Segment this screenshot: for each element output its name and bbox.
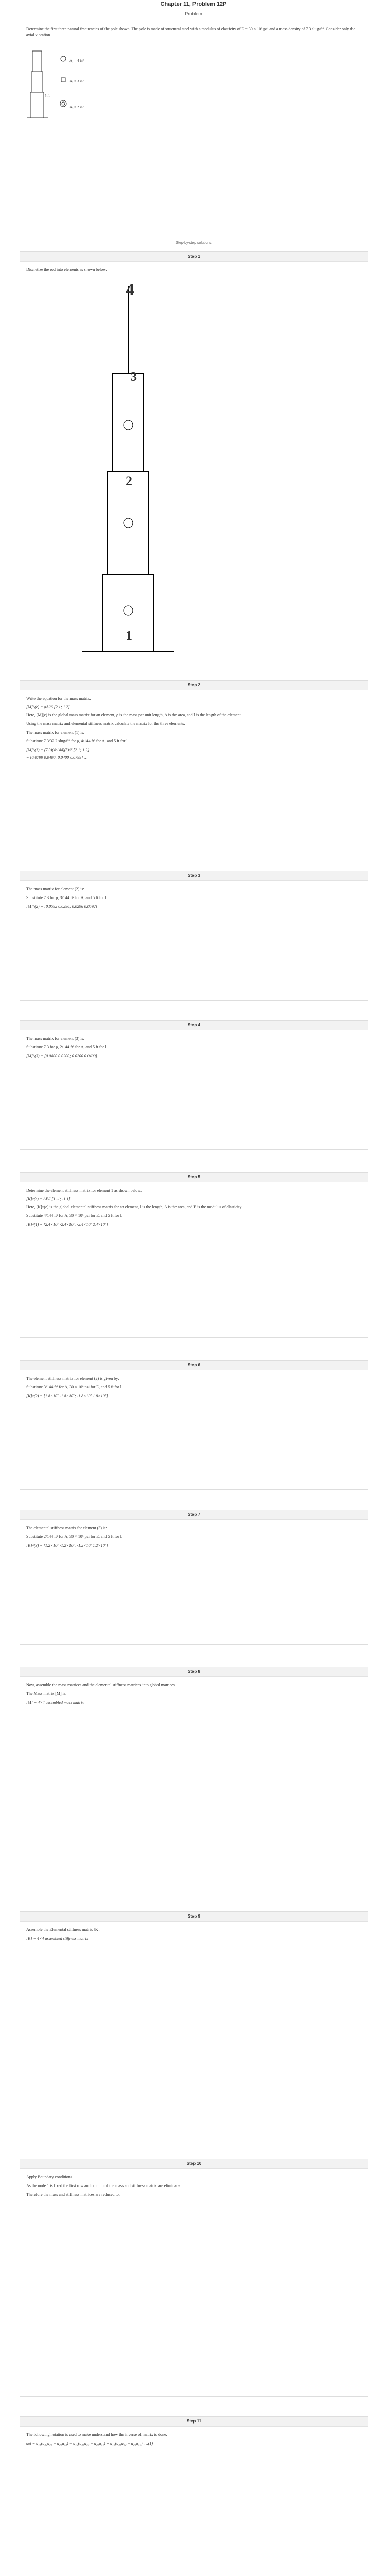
equation: [K]^(3) = [1.2×10⁷ -1.2×10⁷; -1.2×10⁷ 1.2×10⁷] [26,1543,108,1548]
node-label-4: 4 [126,280,134,299]
problem-text: Determine the first three natural frequencies of the pole shown. The pole is made of structural steel with a modulus of elasticity of E = 30 × 10⁶ psi and a mass density of 7.3 slug/ft³. Consider only the axial vibration. [26,27,356,37]
step-card-11 [20,2416,368,2576]
node-label-1: 1 [126,628,132,643]
step-text: Assemble the Elemental stiffness matrix [K]: [26,1927,101,1932]
step-text: Substitute 7.3/32.2 slug/ft³ for ρ, 4/144 ft² for A, and 5 ft for l. [26,739,129,743]
step-text: Therefore the mass and stiffness matrices are reduced to: [26,2192,120,2197]
step-card-7 [20,1510,368,1645]
step-text: Here, [K]^(e) is the global elemental stiffness matrix for an element, l is the length, A is the area, and E is the modulus of elasticity. [26,1205,242,1209]
step-text: The elemental stiffness matrix for element (3) is: [26,1526,107,1530]
step-text: The mass matrix for element (1) is: [26,730,84,735]
step-card-1 [20,251,368,659]
step-text: Substitute 4/144 ft² for A, 30 × 10⁶ psi for E, and 5 ft for l. [26,1213,123,1218]
step-card-3 [20,871,368,1001]
step-card-5 [20,1172,368,1338]
step-label: Step 10 [20,2159,368,2169]
step-text: Write the equation for the mass matrix: [26,696,91,701]
step-text: The mass matrix for element (2) is: [26,887,84,891]
equation: [K]^(1) = [2.4×10⁷ -2.4×10⁷; -2.4×10⁷ 2.4×10⁷] [26,1222,108,1227]
step-text: Substitute 2/144 ft² for A, 30 × 10⁶ psi for E, and 5 ft for l. [26,1534,123,1539]
step-text: Here, [M](e) is the global mass matrix for an element, ρ is the mass per unit length, A is the area, and l is the length of the element. [26,713,242,717]
step-card-10 [20,2159,368,2397]
equation: [M]^(3) = [0.0400 0.0200; 0.0200 0.0400] [26,1054,97,1058]
length-label: 5 ft [45,94,50,98]
problem-card [20,21,368,238]
step-text: The following notation is used to make understand how the inverse of matrix is done. [26,2432,167,2437]
area-label-1: A₁ = 4 in² [69,59,84,63]
area-label-3: A₃ = 2 in² [69,105,84,109]
step-label: Step 3 [20,871,368,881]
equation: det = a₁₁(a₂₂a₃₃ − a₂₃a₃₂) − a₁₂(a₂₁a₃₃ − a₂₃a₃₁) + a₁₃(a₂₁a₃₂ − a₂₂a₃₁) …(1) [26,2441,153,2446]
step-text: As the node 1 is fixed the first row and column of the mass and stiffness matrix are eliminated. [26,2183,183,2188]
show-solutions-link[interactable]: Step-by-step solutions [175,241,212,245]
step-card-2 [20,680,368,851]
step-text: Using the mass matrix and elemental stiffness matrix calculate the matrix for the three elements. [26,721,185,726]
step-label: Step 9 [20,1912,368,1922]
step-card-4 [20,1020,368,1150]
step-label: Step 11 [20,2417,368,2427]
equation: [K] = 4×4 assembled stiffness matrix [26,1936,89,1941]
step-text: Substitute 7.3 for ρ, 3/144 ft² for A, and 5 ft for l. [26,895,108,900]
step-card-8 [20,1667,368,1889]
step-text: Substitute 3/144 ft² for A, 30 × 10⁶ psi for E, and 5 ft for l. [26,1385,123,1389]
equation: [K]^(2) = [1.8×10⁷ -1.8×10⁷; -1.8×10⁷ 1.8×10⁷] [26,1394,108,1398]
step-text: The element stiffness matrix for element (2) is given by: [26,1376,119,1381]
problem-heading: Problem [185,11,202,16]
page-title: Chapter 11, Problem 12P [160,1,227,7]
step-text: The mass matrix for element (3) is: [26,1036,84,1041]
step-text: Substitute 7.3 for ρ, 2/144 ft² for A, and 5 ft for l. [26,1045,108,1049]
equation: [M] = 4×4 assembled mass matrix [26,1700,84,1705]
step-card-9 [20,1911,368,2139]
step-text: Apply Boundary conditions. [26,2175,73,2179]
equation: [M]^(e) = ρAl/6 [2 1; 1 2] [26,705,70,709]
equation: = [0.0799 0.0400; 0.0400 0.0799] … [26,755,88,760]
step-text: Determine the element stiffness matrix for element 1 as shown below: [26,1188,142,1193]
equation: [K]^(e) = AE/l [1 -1; -1 1] [26,1197,71,1201]
node-label-2: 2 [126,473,132,488]
step-label: Step 4 [20,1021,368,1030]
step-text: Now, assemble the mass matrices and the elemental stiffness matrices into global matrices. [26,1683,176,1687]
step-label: Step 6 [20,1361,368,1370]
step-label: Step 8 [20,1667,368,1677]
step-text: The Mass matrix [M] is: [26,1691,67,1696]
discretized-rod-figure [51,270,205,652]
step-card-6 [20,1360,368,1490]
step-label: Step 7 [20,1510,368,1520]
area-label-2: A₂ = 3 in² [69,79,84,83]
step-label: Step 5 [20,1173,368,1182]
pole-figure [27,46,99,123]
equation: [M]^(1) = (7.3)(4/144)(5)/6 [2 1; 1 2] [26,748,90,752]
equation: [M]^(2) = [0.0592 0.0296; 0.0296 0.0592] [26,904,97,909]
step-label: Step 1 [20,252,368,262]
node-label-3: 3 [131,370,137,384]
step-label: Step 2 [20,681,368,690]
step-text: Discretize the rod into elements as shown below. [26,267,107,272]
